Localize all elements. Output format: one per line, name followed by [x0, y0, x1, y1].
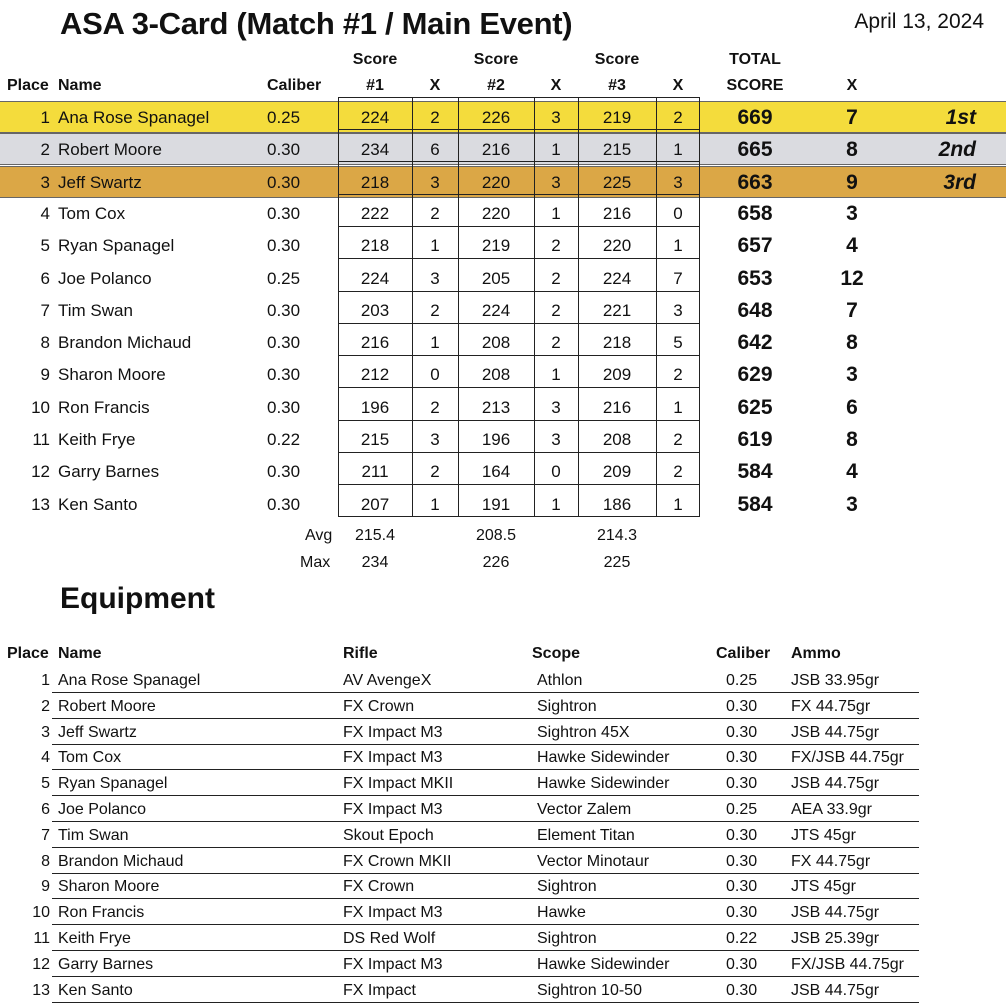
score3-cell: 216 [602, 397, 632, 417]
eq-name-cell: Ana Rose Spanagel [58, 672, 201, 689]
place-cell: 13 [31, 494, 50, 514]
total-x-cell: 8 [846, 138, 858, 162]
caliber-cell: 0.30 [267, 172, 301, 192]
total-score-cell: 648 [737, 298, 773, 322]
x3-cell: 1 [673, 236, 683, 256]
caliber-cell: 0.22 [267, 430, 301, 449]
score1-cell: 203 [360, 300, 390, 320]
x2-cell: 2 [551, 236, 561, 256]
equipment-row [0, 952, 1006, 978]
total-x-cell: 7 [846, 106, 858, 129]
x2-cell: 3 [551, 430, 561, 449]
score2-cell: 216 [481, 140, 511, 160]
result-row [0, 456, 1006, 488]
score1-cell: 218 [360, 172, 390, 192]
score2-cell: 208 [481, 365, 511, 385]
result-row [0, 263, 1006, 295]
x3-cell: 5 [673, 333, 683, 353]
score1-cell: 216 [360, 333, 390, 353]
eq-ammo-cell: JSB 44.75gr [791, 775, 880, 793]
total-score-cell: 658 [737, 201, 773, 225]
place-cell: 12 [31, 462, 50, 482]
x2-cell: 1 [551, 140, 561, 160]
eq-place-cell: 2 [41, 697, 50, 715]
x1-cell: 2 [430, 108, 440, 127]
max-score2: 226 [482, 554, 510, 571]
score1-cell: 222 [360, 203, 390, 223]
eq-scope-cell: Sightron [537, 930, 597, 947]
event-date: April 13, 2024 [854, 10, 984, 33]
score3-cell: 209 [602, 462, 632, 482]
eq-header-caliber: Caliber [716, 645, 771, 662]
total-score-cell: 665 [737, 138, 773, 162]
caliber-cell: 0.30 [267, 236, 301, 256]
eq-caliber-cell: 0.22 [726, 930, 758, 947]
eq-place-cell: 7 [41, 826, 50, 844]
header-score3: #3 [608, 77, 626, 94]
eq-name-cell: Keith Frye [58, 930, 131, 947]
x3-cell: 1 [673, 397, 683, 417]
equipment-title: Equipment [60, 582, 215, 615]
eq-caliber-cell: 0.30 [726, 904, 758, 922]
caliber-cell: 0.30 [267, 140, 301, 160]
eq-caliber-cell: 0.25 [726, 672, 758, 689]
name-cell: Ryan Spanagel [58, 236, 175, 256]
eq-name-cell: Ron Francis [58, 904, 145, 922]
score2-cell: 219 [481, 236, 511, 256]
score3-cell: 215 [602, 140, 632, 160]
eq-scope-cell: Hawke [537, 904, 586, 922]
x1-cell: 1 [430, 494, 440, 514]
result-row [0, 101, 1006, 133]
result-row [0, 424, 1006, 456]
score3-cell: 219 [602, 108, 632, 127]
x3-cell: 3 [673, 300, 683, 320]
eq-ammo-cell: JTS 45gr [791, 878, 856, 896]
eq-name-cell: Joe Polanco [58, 801, 147, 818]
max-label: Max [300, 554, 331, 571]
eq-place-cell: 3 [41, 723, 50, 741]
eq-caliber-cell: 0.25 [726, 801, 758, 818]
name-cell: Sharon Moore [58, 365, 166, 385]
name-cell: Keith Frye [58, 430, 136, 449]
result-row [0, 133, 1006, 165]
eq-header-scope: Scope [532, 645, 581, 662]
place-cell: 1 [40, 108, 50, 127]
score1-cell: 212 [360, 365, 390, 385]
score3-cell: 218 [602, 333, 632, 353]
header-total: TOTAL [729, 51, 781, 68]
equipment-row [0, 823, 1006, 849]
result-row [0, 198, 1006, 230]
eq-ammo-cell: FX/JSB 44.75gr [791, 749, 904, 767]
score3-cell: 208 [602, 430, 632, 449]
total-score-cell: 619 [737, 428, 773, 451]
score1-cell: 196 [360, 397, 390, 417]
eq-header-rifle: Rifle [343, 645, 378, 662]
eq-rifle-cell: DS Red Wolf [343, 930, 436, 947]
equipment-row [0, 900, 1006, 926]
eq-scope-cell: Vector Minotaur [537, 852, 650, 870]
eq-ammo-cell: JSB 44.75gr [791, 981, 880, 999]
eq-scope-cell: Sightron 10-50 [537, 981, 642, 999]
header-place: Place [7, 77, 49, 94]
eq-rifle-cell: FX Impact M3 [343, 723, 443, 741]
total-x-cell: 9 [846, 170, 858, 194]
x1-cell: 1 [430, 333, 440, 353]
eq-ammo-cell: AEA 33.9gr [791, 801, 872, 818]
caliber-cell: 0.30 [267, 203, 301, 223]
name-cell: Tim Swan [58, 300, 133, 320]
x2-cell: 2 [551, 300, 561, 320]
total-score-cell: 663 [737, 170, 773, 194]
caliber-cell: 0.30 [267, 397, 301, 417]
x2-cell: 2 [551, 333, 561, 353]
name-cell: Ken Santo [58, 494, 138, 514]
x2-cell: 3 [551, 397, 561, 417]
eq-header-name: Name [58, 645, 102, 662]
total-x-cell: 3 [846, 363, 858, 387]
equipment-row [0, 849, 1006, 875]
name-cell: Tom Cox [58, 203, 126, 223]
place-cell: 6 [40, 268, 50, 288]
avg-score2: 208.5 [475, 527, 517, 544]
x1-cell: 2 [430, 462, 440, 482]
result-row [0, 230, 1006, 262]
header-score2-label: Score [473, 51, 519, 68]
score2-cell: 213 [481, 397, 511, 417]
score2-cell: 191 [481, 494, 511, 514]
eq-rifle-cell: FX Crown [343, 878, 415, 896]
x1-cell: 2 [430, 300, 440, 320]
result-row [0, 166, 1006, 198]
total-x-cell: 8 [846, 428, 858, 451]
name-cell: Robert Moore [58, 140, 162, 160]
x3-cell: 1 [673, 494, 683, 514]
header-total-score: SCORE [726, 77, 784, 94]
eq-ammo-cell: FX/JSB 44.75gr [791, 955, 904, 973]
eq-caliber-cell: 0.30 [726, 723, 758, 741]
eq-caliber-cell: 0.30 [726, 878, 758, 896]
name-cell: Ron Francis [58, 397, 150, 417]
place-cell: 7 [40, 300, 50, 320]
x1-cell: 2 [430, 203, 440, 223]
equipment-row [0, 797, 1006, 823]
eq-rifle-cell: AV AvengeX [343, 672, 432, 689]
equipment-row [0, 720, 1006, 746]
caliber-cell: 0.30 [267, 494, 301, 514]
eq-ammo-cell: JSB 44.75gr [791, 904, 880, 922]
rank-badge: 1st [945, 106, 976, 129]
eq-name-cell: Tim Swan [58, 826, 129, 844]
eq-place-cell: 1 [41, 672, 50, 689]
x1-cell: 2 [430, 397, 440, 417]
header-name: Name [58, 77, 102, 94]
caliber-cell: 0.30 [267, 462, 301, 482]
x3-cell: 2 [673, 365, 683, 385]
score1-cell: 207 [360, 494, 390, 514]
eq-caliber-cell: 0.30 [726, 826, 758, 844]
eq-rifle-cell: FX Impact MKII [343, 775, 454, 793]
x2-cell: 1 [551, 494, 561, 514]
eq-place-cell: 12 [32, 955, 50, 973]
eq-scope-cell: Sightron [537, 878, 597, 896]
caliber-cell: 0.25 [267, 108, 301, 127]
total-score-cell: 584 [737, 460, 773, 484]
eq-name-cell: Sharon Moore [58, 878, 160, 896]
row-divider [52, 1002, 919, 1003]
total-score-cell: 669 [737, 106, 773, 129]
score3-cell: 225 [602, 172, 632, 192]
x3-cell: 1 [673, 140, 683, 160]
score1-cell: 234 [360, 140, 390, 160]
max-score1: 234 [361, 554, 389, 571]
equipment-row [0, 874, 1006, 900]
page-title: ASA 3-Card (Match #1 / Main Event) [60, 6, 573, 41]
equipment-row [0, 668, 1006, 694]
x3-cell: 2 [673, 462, 683, 482]
total-x-cell: 6 [846, 395, 858, 419]
score2-cell: 208 [481, 333, 511, 353]
eq-place-cell: 6 [41, 801, 50, 818]
eq-rifle-cell: FX Impact M3 [343, 749, 443, 767]
eq-scope-cell: Hawke Sidewinder [537, 775, 670, 793]
score3-cell: 216 [602, 203, 632, 223]
eq-scope-cell: Hawke Sidewinder [537, 955, 670, 973]
eq-header-place: Place [7, 645, 49, 662]
header-score1: #1 [366, 77, 384, 94]
score3-cell: 221 [602, 300, 632, 320]
caliber-cell: 0.30 [267, 365, 301, 385]
place-cell: 4 [40, 203, 50, 223]
eq-scope-cell: Athlon [537, 672, 583, 689]
header-total-x: X [846, 77, 858, 94]
score2-cell: 205 [481, 268, 511, 288]
name-cell: Garry Barnes [58, 462, 160, 482]
avg-label: Avg [305, 527, 333, 544]
score1-cell: 224 [360, 268, 390, 288]
eq-caliber-cell: 0.30 [726, 852, 758, 870]
eq-name-cell: Ken Santo [58, 981, 133, 999]
equipment-row [0, 926, 1006, 952]
eq-rifle-cell: FX Impact M3 [343, 801, 443, 818]
result-row [0, 489, 1006, 521]
x3-cell: 0 [673, 203, 683, 223]
x1-cell: 6 [430, 140, 440, 160]
place-cell: 8 [40, 333, 50, 353]
result-row [0, 327, 1006, 359]
result-row [0, 359, 1006, 391]
score1-cell: 211 [361, 462, 389, 482]
eq-ammo-cell: JSB 33.95gr [791, 672, 880, 689]
total-x-cell: 3 [846, 492, 858, 516]
rank-badge: 2nd [938, 138, 976, 162]
x1-cell: 1 [430, 236, 440, 256]
x3-cell: 2 [673, 430, 683, 449]
total-score-cell: 653 [737, 266, 773, 290]
place-cell: 9 [40, 365, 50, 385]
place-cell: 10 [31, 397, 50, 417]
eq-place-cell: 4 [41, 749, 50, 767]
place-cell: 3 [40, 172, 50, 192]
eq-place-cell: 11 [33, 930, 50, 947]
result-row [0, 295, 1006, 327]
x2-cell: 3 [551, 172, 561, 192]
eq-scope-cell: Element Titan [537, 826, 635, 844]
header-x3: X [672, 77, 684, 94]
eq-scope-cell: Sightron 45X [537, 723, 630, 741]
x3-cell: 3 [673, 172, 683, 192]
place-cell: 5 [40, 236, 50, 256]
total-score-cell: 625 [737, 395, 773, 419]
eq-ammo-cell: FX 44.75gr [791, 852, 871, 870]
eq-caliber-cell: 0.30 [726, 749, 758, 767]
eq-place-cell: 8 [41, 852, 50, 870]
eq-name-cell: Brandon Michaud [58, 852, 184, 870]
x3-cell: 2 [673, 108, 683, 127]
place-cell: 2 [40, 140, 50, 160]
header-x2: X [550, 77, 562, 94]
header-x1: X [429, 77, 441, 94]
eq-ammo-cell: JSB 44.75gr [791, 723, 880, 741]
eq-rifle-cell: Skout Epoch [343, 826, 434, 844]
score3-cell: 209 [602, 365, 632, 385]
eq-caliber-cell: 0.30 [726, 955, 758, 973]
header-score1-label: Score [352, 51, 398, 68]
eq-name-cell: Jeff Swartz [58, 723, 137, 741]
score3-cell: 224 [602, 268, 632, 288]
score2-cell: 220 [481, 203, 511, 223]
score1-cell: 215 [360, 430, 390, 449]
eq-place-cell: 10 [32, 904, 50, 922]
name-cell: Jeff Swartz [58, 172, 142, 192]
total-score-cell: 584 [737, 492, 773, 516]
eq-name-cell: Garry Barnes [58, 955, 154, 973]
x2-cell: 1 [551, 203, 561, 223]
header-score2: #2 [487, 77, 505, 94]
x1-cell: 0 [430, 365, 440, 385]
eq-rifle-cell: FX Crown [343, 697, 415, 715]
caliber-cell: 0.30 [267, 300, 301, 320]
eq-header-ammo: Ammo [791, 645, 841, 662]
score2-cell: 196 [481, 430, 511, 449]
name-cell: Brandon Michaud [58, 333, 192, 353]
x1-cell: 3 [430, 430, 440, 449]
result-row [0, 392, 1006, 424]
name-cell: Ana Rose Spanagel [58, 108, 210, 127]
eq-caliber-cell: 0.30 [726, 981, 758, 999]
avg-score1: 215.4 [354, 527, 396, 544]
eq-rifle-cell: FX Impact M3 [343, 955, 443, 973]
eq-scope-cell: Hawke Sidewinder [537, 749, 670, 767]
caliber-cell: 0.30 [267, 333, 301, 353]
total-score-cell: 629 [737, 363, 773, 387]
score1-cell: 224 [360, 108, 390, 127]
eq-ammo-cell: JTS 45gr [791, 826, 856, 844]
eq-place-cell: 5 [41, 775, 50, 793]
total-x-cell: 4 [846, 234, 858, 258]
eq-ammo-cell: FX 44.75gr [791, 697, 871, 715]
total-x-cell: 7 [846, 298, 858, 322]
eq-ammo-cell: JSB 25.39gr [791, 930, 880, 947]
score2-cell: 164 [481, 462, 511, 482]
eq-rifle-cell: FX Impact [343, 981, 416, 999]
header-score3-label: Score [594, 51, 640, 68]
total-x-cell: 8 [846, 331, 858, 355]
equipment-row [0, 771, 1006, 797]
place-cell: 11 [32, 430, 50, 449]
x1-cell: 3 [430, 268, 440, 288]
header-caliber: Caliber [267, 77, 322, 94]
score2-cell: 220 [481, 172, 511, 192]
equipment-row [0, 745, 1006, 771]
x3-cell: 7 [673, 268, 683, 288]
x2-cell: 2 [551, 268, 561, 288]
score3-cell: 186 [602, 494, 632, 514]
eq-rifle-cell: FX Impact M3 [343, 904, 443, 922]
max-score3: 225 [603, 554, 631, 571]
eq-scope-cell: Vector Zalem [537, 801, 632, 818]
x2-cell: 0 [551, 462, 561, 482]
total-x-cell: 3 [846, 201, 858, 225]
eq-scope-cell: Sightron [537, 697, 597, 715]
total-x-cell: 12 [840, 266, 864, 290]
eq-rifle-cell: FX Crown MKII [343, 852, 452, 870]
x2-cell: 3 [551, 108, 561, 127]
score3-cell: 220 [602, 236, 632, 256]
eq-name-cell: Robert Moore [58, 697, 156, 715]
eq-name-cell: Ryan Spanagel [58, 775, 168, 793]
eq-caliber-cell: 0.30 [726, 775, 758, 793]
name-cell: Joe Polanco [58, 268, 152, 288]
caliber-cell: 0.25 [267, 268, 301, 288]
total-x-cell: 4 [846, 460, 858, 484]
eq-caliber-cell: 0.30 [726, 697, 758, 715]
equipment-row [0, 694, 1006, 720]
score2-cell: 224 [481, 300, 511, 320]
avg-score3: 214.3 [596, 527, 638, 544]
x2-cell: 1 [551, 365, 561, 385]
rank-badge: 3rd [943, 170, 976, 194]
eq-name-cell: Tom Cox [58, 749, 122, 767]
eq-place-cell: 9 [41, 878, 50, 896]
score1-cell: 218 [360, 236, 390, 256]
total-score-cell: 642 [737, 331, 773, 355]
eq-place-cell: 13 [32, 981, 50, 999]
total-score-cell: 657 [737, 234, 773, 258]
x1-cell: 3 [430, 172, 440, 192]
score2-cell: 226 [481, 108, 511, 127]
